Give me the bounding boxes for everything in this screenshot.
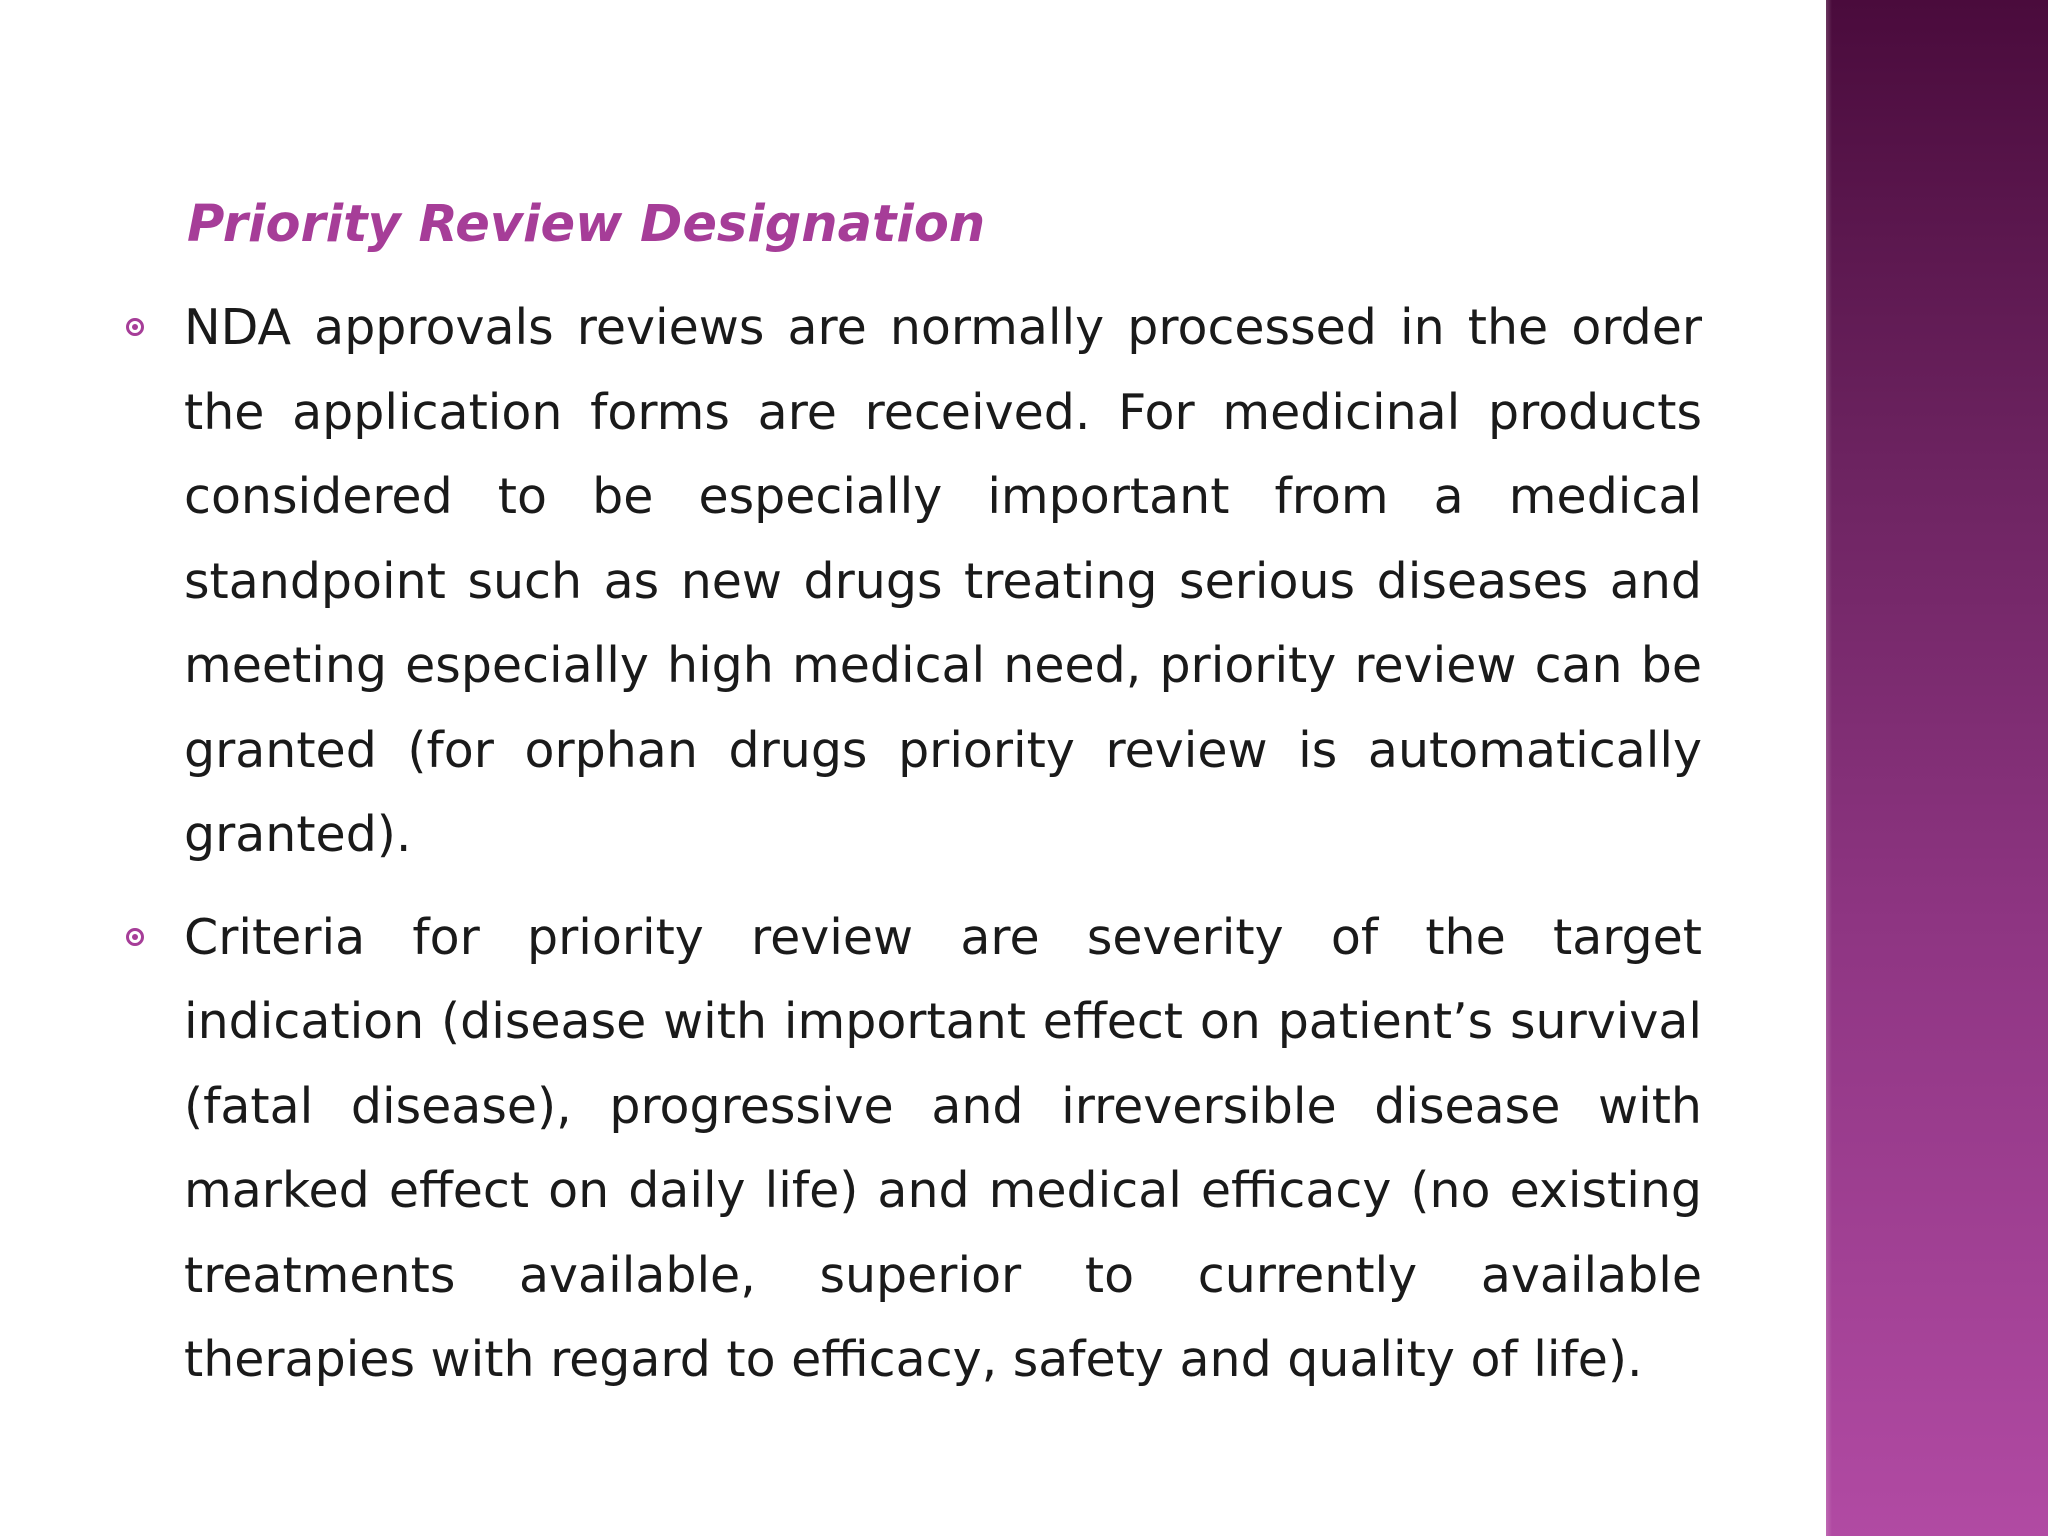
bullet-list bbox=[184, 286, 1702, 1421]
circle-dot-bullet-icon bbox=[126, 318, 144, 336]
circle-dot-bullet-icon bbox=[126, 928, 144, 946]
bullet-text: Criteria for priority review are severity of the target indication (disease with important effect on patient’s survival (fatal disease), progressive and irreversible disease with marked effect on daily life) and medical efficacy (no existing treatments available, superior to currently available therapies with regard to efficacy, safety and quality of life). bbox=[184, 908, 1702, 1388]
bullet-item bbox=[184, 286, 1702, 878]
bullet-item bbox=[184, 896, 1702, 1403]
decorative-side-panel bbox=[1826, 0, 2048, 1536]
bullet-text: NDA approvals reviews are normally processed in the order the application forms are received. For medicinal products considered to be especially important from a medical standpoint such as new drugs treating serious diseases and meeting especially high medical need, priority review can be granted (for orphan drugs priority review is automatically granted). bbox=[184, 299, 1702, 863]
slide-title: Priority Review Designation bbox=[187, 195, 986, 254]
